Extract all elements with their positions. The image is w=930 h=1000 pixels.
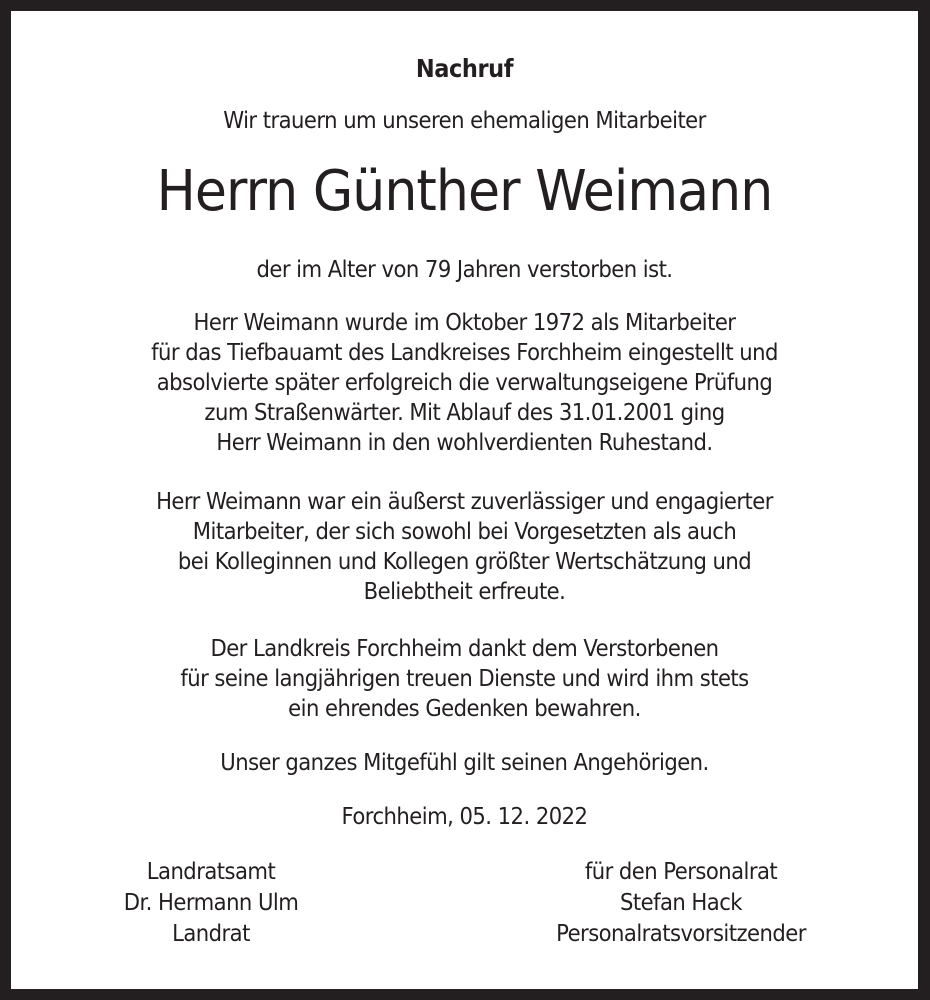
text-line: absolvierte später erfolgreich die verwaltungseigene Prüfung bbox=[156, 370, 773, 396]
signature-staff-council bbox=[525, 857, 838, 950]
paragraph-condolence bbox=[47, 748, 881, 778]
text-line: Herr Weimann war ein äußerst zuverlässiger und engagierter bbox=[156, 489, 773, 515]
place-date: Forchheim, 05. 12. 2022 bbox=[341, 804, 588, 830]
signature-line: Dr. Hermann Ulm bbox=[123, 890, 299, 916]
text-line: Unser ganzes Mitgefühl gilt seinen Angehörigen. bbox=[220, 750, 709, 776]
age-line: der im Alter von 79 Jahren verstorben ist. bbox=[256, 257, 673, 283]
signature-line: Personalratsvorsitzender bbox=[556, 921, 806, 947]
paragraph-thanks bbox=[47, 634, 881, 724]
paragraph-career bbox=[47, 308, 881, 458]
notice-heading: Nachruf bbox=[415, 54, 514, 83]
text-line: Der Landkreis Forchheim dankt dem Verstorbenen bbox=[210, 636, 719, 662]
obituary-notice bbox=[11, 11, 918, 989]
text-line: ein ehrendes Gedenken bewahren. bbox=[288, 696, 641, 722]
text-line: Beliebtheit erfreute. bbox=[363, 579, 566, 605]
text-line: Herr Weimann in den wohlverdienten Ruhestand. bbox=[216, 430, 713, 456]
signature-line: Landrat bbox=[172, 921, 250, 947]
text-line: für das Tiefbauamt des Landkreises Forchheim eingestellt und bbox=[151, 340, 778, 366]
signature-line: Landratsamt bbox=[146, 859, 276, 885]
text-line: bei Kolleginnen und Kollegen größter Wertschätzung und bbox=[177, 549, 752, 575]
text-line: zum Straßenwärter. Mit Ablauf des 31.01.2001 ging bbox=[204, 400, 725, 426]
signature-line: Stefan Hack bbox=[619, 890, 742, 916]
intro-line: Wir trauern um unseren ehemaligen Mitarbeiter bbox=[223, 108, 706, 134]
text-line: für seine langjährigen treuen Dienste und wird ihm stets bbox=[180, 666, 749, 692]
signature-district-office bbox=[82, 857, 340, 950]
text-line: Herr Weimann wurde im Oktober 1972 als Mitarbeiter bbox=[193, 310, 736, 336]
text-line: Mitarbeiter, der sich sowohl bei Vorgesetzten als auch bbox=[192, 519, 737, 545]
signature-line: für den Personalrat bbox=[584, 859, 778, 885]
paragraph-character bbox=[47, 487, 881, 607]
deceased-name: Herrn Günther Weimann bbox=[156, 159, 773, 224]
